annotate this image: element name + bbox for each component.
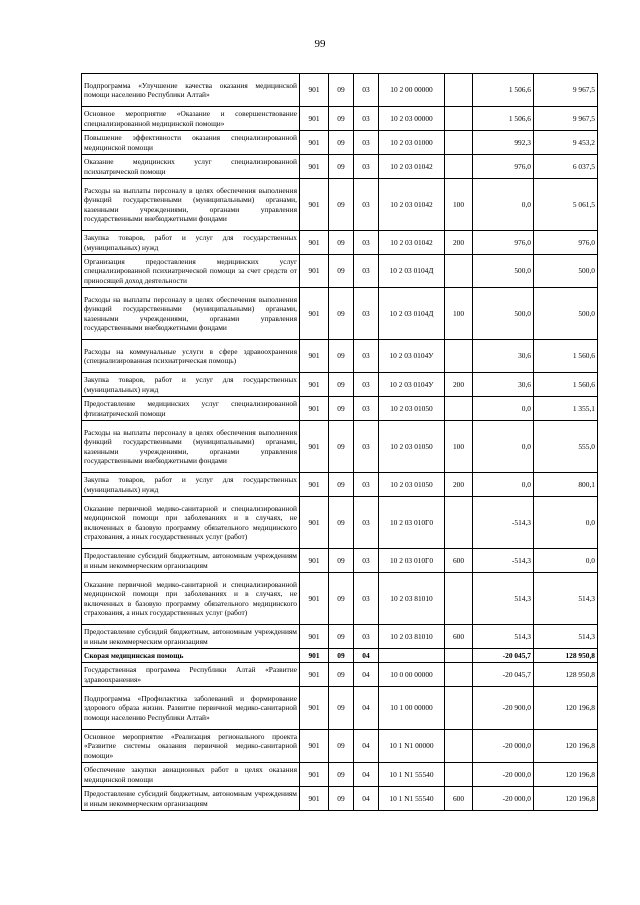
row-subsection-cell: 03 bbox=[354, 255, 379, 288]
row-expense-type-cell bbox=[445, 763, 473, 787]
row-target-article-cell bbox=[379, 649, 445, 663]
row-total-sum-cell: 120 196,8 bbox=[534, 687, 598, 730]
row-subsection-cell: 03 bbox=[354, 373, 379, 397]
table-row bbox=[82, 107, 598, 131]
row-admin-code-cell: 901 bbox=[300, 497, 329, 549]
row-target-article-cell: 10 2 03 01050 bbox=[379, 397, 445, 421]
row-admin-code-cell: 901 bbox=[300, 625, 329, 649]
table-row bbox=[82, 549, 598, 573]
row-change-sum-cell: 514,3 bbox=[473, 625, 534, 649]
row-subsection-cell: 03 bbox=[354, 473, 379, 497]
row-name-cell: Обеспечение закупки авиационных работ в целях оказания медицинской помощи bbox=[82, 763, 300, 787]
row-expense-type-cell bbox=[445, 155, 473, 179]
row-admin-code-cell: 901 bbox=[300, 763, 329, 787]
row-admin-code-cell: 901 bbox=[300, 107, 329, 131]
row-admin-code-cell: 901 bbox=[300, 179, 329, 231]
table-row bbox=[82, 663, 598, 687]
row-admin-code-cell: 901 bbox=[300, 74, 329, 107]
table-row bbox=[82, 473, 598, 497]
row-change-sum-cell: -514,3 bbox=[473, 497, 534, 549]
row-section-cell: 09 bbox=[329, 687, 354, 730]
row-name-cell: Закупка товаров, работ и услуг для государственных (муниципальных) нужд bbox=[82, 231, 300, 255]
table-row bbox=[82, 74, 598, 107]
table-row bbox=[82, 649, 598, 663]
row-expense-type-cell: 200 bbox=[445, 373, 473, 397]
row-change-sum-cell: 0,0 bbox=[473, 473, 534, 497]
row-subsection-cell: 04 bbox=[354, 687, 379, 730]
row-section-cell: 09 bbox=[329, 573, 354, 625]
table-row bbox=[82, 573, 598, 625]
row-target-article-cell: 10 2 03 01000 bbox=[379, 131, 445, 155]
row-section-cell: 09 bbox=[329, 497, 354, 549]
row-section-cell: 09 bbox=[329, 131, 354, 155]
row-total-sum-cell: 1 355,1 bbox=[534, 397, 598, 421]
row-change-sum-cell: -20 000,0 bbox=[473, 787, 534, 811]
row-subsection-cell: 04 bbox=[354, 663, 379, 687]
row-total-sum-cell: 9 453,2 bbox=[534, 131, 598, 155]
table-row bbox=[82, 131, 598, 155]
row-change-sum-cell: 0,0 bbox=[473, 421, 534, 473]
row-admin-code-cell: 901 bbox=[300, 397, 329, 421]
table-row bbox=[82, 497, 598, 549]
row-expense-type-cell: 100 bbox=[445, 179, 473, 231]
table-row bbox=[82, 231, 598, 255]
row-subsection-cell: 03 bbox=[354, 107, 379, 131]
row-admin-code-cell: 901 bbox=[300, 421, 329, 473]
row-expense-type-cell bbox=[445, 687, 473, 730]
row-subsection-cell: 03 bbox=[354, 131, 379, 155]
row-total-sum-cell: 120 196,8 bbox=[534, 730, 598, 763]
row-admin-code-cell: 901 bbox=[300, 255, 329, 288]
row-expense-type-cell: 600 bbox=[445, 549, 473, 573]
row-admin-code-cell: 901 bbox=[300, 787, 329, 811]
row-section-cell: 09 bbox=[329, 730, 354, 763]
row-name-cell: Закупка товаров, работ и услуг для государственных (муниципальных) нужд bbox=[82, 373, 300, 397]
row-section-cell: 09 bbox=[329, 663, 354, 687]
table-row bbox=[82, 179, 598, 231]
row-name-cell: Основное мероприятие «Реализация регионального проекта «Развитие системы оказания первичной медико-санитарной помощи» bbox=[82, 730, 300, 763]
row-name-cell: Государственная программа Республики Алтай «Развитие здравоохранения» bbox=[82, 663, 300, 687]
row-target-article-cell: 10 2 00 00000 bbox=[379, 74, 445, 107]
row-total-sum-cell: 976,0 bbox=[534, 231, 598, 255]
row-section-cell: 09 bbox=[329, 397, 354, 421]
row-change-sum-cell: 1 506,6 bbox=[473, 74, 534, 107]
table-row bbox=[82, 255, 598, 288]
row-name-cell: Предоставление субсидий бюджетным, автономным учреждениям и иным некоммерческим организациям bbox=[82, 549, 300, 573]
row-target-article-cell: 10 2 03 0104Д bbox=[379, 255, 445, 288]
row-total-sum-cell: 5 061,5 bbox=[534, 179, 598, 231]
row-target-article-cell: 10 2 03 81010 bbox=[379, 573, 445, 625]
row-section-cell: 09 bbox=[329, 231, 354, 255]
row-target-article-cell: 10 2 03 00000 bbox=[379, 107, 445, 131]
row-target-article-cell: 10 2 03 81010 bbox=[379, 625, 445, 649]
row-expense-type-cell bbox=[445, 649, 473, 663]
row-expense-type-cell bbox=[445, 663, 473, 687]
row-expense-type-cell bbox=[445, 497, 473, 549]
row-change-sum-cell: -20 000,0 bbox=[473, 730, 534, 763]
row-target-article-cell: 10 2 03 0104У bbox=[379, 373, 445, 397]
row-target-article-cell: 10 1 N1 00000 bbox=[379, 730, 445, 763]
row-total-sum-cell: 800,1 bbox=[534, 473, 598, 497]
row-admin-code-cell: 901 bbox=[300, 155, 329, 179]
table-row bbox=[82, 373, 598, 397]
row-expense-type-cell: 200 bbox=[445, 473, 473, 497]
table-row bbox=[82, 787, 598, 811]
row-target-article-cell: 10 2 03 0104У bbox=[379, 340, 445, 373]
row-name-cell: Подпрограмма «Профилактика заболеваний и формирование здорового образа жизни. Развитие первичной медико-санитарной помощи населению Республики Алтай» bbox=[82, 687, 300, 730]
page-number: 99 bbox=[314, 38, 326, 50]
row-section-cell: 09 bbox=[329, 255, 354, 288]
table-row bbox=[82, 763, 598, 787]
row-name-cell: Повышение эффективности оказания специализированной медицинской помощи bbox=[82, 131, 300, 155]
row-subsection-cell: 03 bbox=[354, 397, 379, 421]
row-admin-code-cell: 901 bbox=[300, 340, 329, 373]
row-target-article-cell: 10 2 03 010Г0 bbox=[379, 497, 445, 549]
row-section-cell: 09 bbox=[329, 74, 354, 107]
row-subsection-cell: 03 bbox=[354, 288, 379, 340]
row-admin-code-cell: 901 bbox=[300, 288, 329, 340]
table-row bbox=[82, 155, 598, 179]
row-name-cell: Расходы на выплаты персоналу в целях обеспечения выполнения функций государственными (муниципальными) органами, казенными учреждениями, органами управления государственными внебюджетными фондами bbox=[82, 288, 300, 340]
row-name-cell: Скорая медицинская помощь bbox=[82, 649, 300, 663]
row-change-sum-cell: -20 045,7 bbox=[473, 663, 534, 687]
row-total-sum-cell: 120 196,8 bbox=[534, 787, 598, 811]
row-expense-type-cell: 600 bbox=[445, 787, 473, 811]
row-change-sum-cell: 976,0 bbox=[473, 231, 534, 255]
row-change-sum-cell: 992,3 bbox=[473, 131, 534, 155]
row-section-cell: 09 bbox=[329, 473, 354, 497]
row-change-sum-cell: 30,6 bbox=[473, 340, 534, 373]
row-target-article-cell: 10 1 N1 55540 bbox=[379, 787, 445, 811]
row-subsection-cell: 03 bbox=[354, 340, 379, 373]
row-change-sum-cell: 0,0 bbox=[473, 179, 534, 231]
table-row bbox=[82, 340, 598, 373]
budget-table bbox=[81, 73, 598, 811]
row-section-cell: 09 bbox=[329, 787, 354, 811]
row-total-sum-cell: 555,0 bbox=[534, 421, 598, 473]
row-admin-code-cell: 901 bbox=[300, 573, 329, 625]
table-row bbox=[82, 288, 598, 340]
row-total-sum-cell: 514,3 bbox=[534, 625, 598, 649]
row-total-sum-cell: 128 950,8 bbox=[534, 663, 598, 687]
row-target-article-cell: 10 2 03 01050 bbox=[379, 421, 445, 473]
row-total-sum-cell: 1 560,6 bbox=[534, 373, 598, 397]
row-target-article-cell: 10 2 03 01042 bbox=[379, 179, 445, 231]
row-expense-type-cell bbox=[445, 107, 473, 131]
row-total-sum-cell: 514,3 bbox=[534, 573, 598, 625]
row-change-sum-cell: 514,3 bbox=[473, 573, 534, 625]
row-subsection-cell: 03 bbox=[354, 179, 379, 231]
row-change-sum-cell: -20 045,7 bbox=[473, 649, 534, 663]
table-row bbox=[82, 625, 598, 649]
row-name-cell: Организация предоставления медицинских услуг специализированной психиатрической помощи за счет средств от приносящей доход деятельности bbox=[82, 255, 300, 288]
row-target-article-cell: 10 0 00 00000 bbox=[379, 663, 445, 687]
row-total-sum-cell: 500,0 bbox=[534, 255, 598, 288]
row-total-sum-cell: 0,0 bbox=[534, 497, 598, 549]
row-change-sum-cell: -20 000,0 bbox=[473, 763, 534, 787]
row-target-article-cell: 10 2 03 01042 bbox=[379, 231, 445, 255]
row-section-cell: 09 bbox=[329, 763, 354, 787]
row-section-cell: 09 bbox=[329, 340, 354, 373]
row-expense-type-cell bbox=[445, 340, 473, 373]
row-name-cell: Расходы на выплаты персоналу в целях обеспечения выполнения функций государственными (муниципальными) органами, казенными учреждениями, органами управления государственными внебюджетными фондами bbox=[82, 179, 300, 231]
row-total-sum-cell: 6 037,5 bbox=[534, 155, 598, 179]
row-expense-type-cell bbox=[445, 573, 473, 625]
row-name-cell: Оказание первичной медико-санитарной и специализированной медицинской помощи при заболеваниях и в случаях, не включенных в базовую программу обязательного медицинского страхования, а иных государственных услуг (работ) bbox=[82, 497, 300, 549]
row-change-sum-cell: 30,6 bbox=[473, 373, 534, 397]
row-total-sum-cell: 9 967,5 bbox=[534, 107, 598, 131]
row-total-sum-cell: 128 950,8 bbox=[534, 649, 598, 663]
row-expense-type-cell bbox=[445, 74, 473, 107]
row-subsection-cell: 03 bbox=[354, 573, 379, 625]
table-row bbox=[82, 421, 598, 473]
row-admin-code-cell: 901 bbox=[300, 373, 329, 397]
row-admin-code-cell: 901 bbox=[300, 473, 329, 497]
row-target-article-cell: 10 2 03 0104Д bbox=[379, 288, 445, 340]
row-change-sum-cell: 0,0 bbox=[473, 397, 534, 421]
row-name-cell: Предоставление медицинских услуг специализированной фтизиатрической помощи bbox=[82, 397, 300, 421]
row-target-article-cell: 10 1 N1 55540 bbox=[379, 763, 445, 787]
row-subsection-cell: 03 bbox=[354, 421, 379, 473]
table-row bbox=[82, 730, 598, 763]
row-expense-type-cell: 200 bbox=[445, 231, 473, 255]
row-subsection-cell: 03 bbox=[354, 155, 379, 179]
row-section-cell: 09 bbox=[329, 288, 354, 340]
row-admin-code-cell: 901 bbox=[300, 549, 329, 573]
row-total-sum-cell: 500,0 bbox=[534, 288, 598, 340]
row-subsection-cell: 04 bbox=[354, 730, 379, 763]
row-name-cell: Подпрограмма «Улучшение качества оказания медицинской помощи населению Республики Алтай» bbox=[82, 74, 300, 107]
row-change-sum-cell: 976,0 bbox=[473, 155, 534, 179]
row-admin-code-cell: 901 bbox=[300, 663, 329, 687]
row-total-sum-cell: 1 560,6 bbox=[534, 340, 598, 373]
row-section-cell: 09 bbox=[329, 107, 354, 131]
row-admin-code-cell: 901 bbox=[300, 687, 329, 730]
row-name-cell: Оказание медицинских услуг специализированной психиатрической помощи bbox=[82, 155, 300, 179]
row-change-sum-cell: -20 900,0 bbox=[473, 687, 534, 730]
row-section-cell: 09 bbox=[329, 625, 354, 649]
row-expense-type-cell bbox=[445, 131, 473, 155]
row-subsection-cell: 03 bbox=[354, 231, 379, 255]
table-row bbox=[82, 687, 598, 730]
row-subsection-cell: 04 bbox=[354, 763, 379, 787]
row-change-sum-cell: 500,0 bbox=[473, 255, 534, 288]
row-section-cell: 09 bbox=[329, 155, 354, 179]
row-total-sum-cell: 0,0 bbox=[534, 549, 598, 573]
row-admin-code-cell: 901 bbox=[300, 730, 329, 763]
row-subsection-cell: 04 bbox=[354, 649, 379, 663]
row-admin-code-cell: 901 bbox=[300, 131, 329, 155]
row-subsection-cell: 03 bbox=[354, 625, 379, 649]
row-total-sum-cell: 9 967,5 bbox=[534, 74, 598, 107]
row-expense-type-cell: 600 bbox=[445, 625, 473, 649]
row-subsection-cell: 03 bbox=[354, 497, 379, 549]
row-subsection-cell: 04 bbox=[354, 787, 379, 811]
row-change-sum-cell: -514,3 bbox=[473, 549, 534, 573]
row-section-cell: 09 bbox=[329, 373, 354, 397]
row-section-cell: 09 bbox=[329, 549, 354, 573]
row-name-cell: Расходы на коммунальные услуги в сфере здравоохранения (специализированная психиатрическая помощь) bbox=[82, 340, 300, 373]
row-name-cell: Предоставление субсидий бюджетным, автономным учреждениям и иным некоммерческим организациям bbox=[82, 625, 300, 649]
table-row bbox=[82, 397, 598, 421]
row-expense-type-cell: 100 bbox=[445, 288, 473, 340]
row-target-article-cell: 10 2 03 01050 bbox=[379, 473, 445, 497]
row-name-cell: Закупка товаров, работ и услуг для государственных (муниципальных) нужд bbox=[82, 473, 300, 497]
row-expense-type-cell bbox=[445, 730, 473, 763]
row-name-cell: Оказание первичной медико-санитарной и специализированной медицинской помощи при заболеваниях и в случаях, не включенных в базовую программу обязательного медицинского страхования, а иных государственных услуг (работ) bbox=[82, 573, 300, 625]
row-change-sum-cell: 500,0 bbox=[473, 288, 534, 340]
row-expense-type-cell: 100 bbox=[445, 421, 473, 473]
row-expense-type-cell bbox=[445, 255, 473, 288]
row-name-cell: Основное мероприятие «Оказание и совершенствование специализированной медицинской помощи» bbox=[82, 107, 300, 131]
row-expense-type-cell bbox=[445, 397, 473, 421]
row-change-sum-cell: 1 506,6 bbox=[473, 107, 534, 131]
row-total-sum-cell: 120 196,8 bbox=[534, 763, 598, 787]
row-target-article-cell: 10 2 03 01042 bbox=[379, 155, 445, 179]
row-subsection-cell: 03 bbox=[354, 74, 379, 107]
row-target-article-cell: 10 2 03 010Г0 bbox=[379, 549, 445, 573]
row-target-article-cell: 10 1 00 00000 bbox=[379, 687, 445, 730]
row-admin-code-cell: 901 bbox=[300, 231, 329, 255]
row-section-cell: 09 bbox=[329, 649, 354, 663]
row-section-cell: 09 bbox=[329, 179, 354, 231]
row-section-cell: 09 bbox=[329, 421, 354, 473]
row-name-cell: Расходы на выплаты персоналу в целях обеспечения выполнения функций государственными (муниципальными) органами, казенными учреждениями, органами управления государственными внебюджетными фондами bbox=[82, 421, 300, 473]
row-admin-code-cell: 901 bbox=[300, 649, 329, 663]
row-subsection-cell: 03 bbox=[354, 549, 379, 573]
row-name-cell: Предоставление субсидий бюджетным, автономным учреждениям и иным некоммерческим организациям bbox=[82, 787, 300, 811]
